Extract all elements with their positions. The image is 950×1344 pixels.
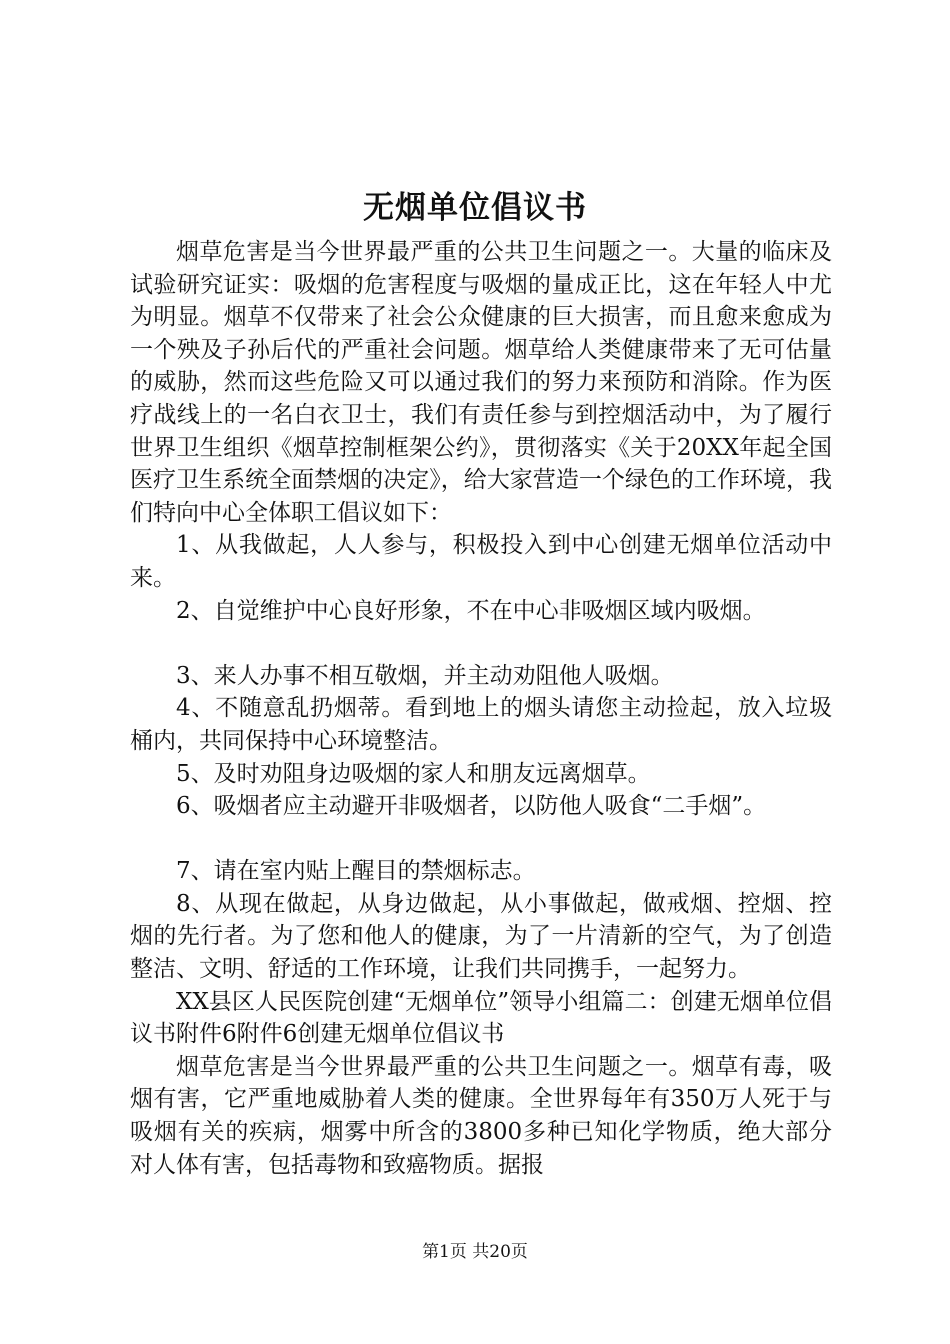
proposal-item-8: 8、从现在做起，从身边做起，从小事做起，做戒烟、控烟、控烟的先行者。为了您和他人的健康，为了一片清新的空气，为了创造整洁、文明、舒适的工作环境，让我们共同携手，一起努力。 [130,890,832,983]
signature-and-section-heading: XX县区人民医院创建“无烟单位”领导小组篇二：创建无烟单位倡议书附件6附件6创建无烟单位倡议书 [130,988,832,1048]
document-title: 无烟单位倡议书 [363,190,587,226]
proposal-item-2: 2、自觉维护中心良好形象，不在中心非吸烟区域内吸烟。 [176,597,766,624]
proposal-item-7: 7、请在室内贴上醒目的禁烟标志。 [176,858,536,885]
proposal-item-1: 1、从我做起，人人参与，积极投入到中心创建无烟单位活动中来。 [130,532,832,591]
proposal-item-3: 3、来人办事不相互敬烟，并主动劝阻他人吸烟。 [176,662,674,689]
document-body [130,236,832,1181]
page-number-footer: 第1页 共20页 [422,1242,528,1262]
proposal-item-6: 6、吸烟者应主动避开非吸烟者，以防他人吸食“二手烟”。 [176,793,767,820]
proposal-item-4: 4、不随意乱扔烟蒂。看到地上的烟头请您主动捡起，放入垃圾桶内，共同保持中心环境整洁。 [130,695,832,754]
second-document-paragraph: 烟草危害是当今世界最严重的公共卫生问题之一。烟草有毒，吸烟有害，它严重地威胁着人类的健康。全世界每年有350万人死于与吸烟有关的疾病，烟雾中所含的3800多种已知化学物质，绝大部分对人体有害，包括毒物和致癌物质。据报 [130,1053,832,1178]
proposal-item-5: 5、及时劝阻身边吸烟的家人和朋友远离烟草。 [176,760,651,787]
intro-paragraph: 烟草危害是当今世界最严重的公共卫生问题之一。大量的临床及试验研究证实：吸烟的危害程度与吸烟的量成正比，这在年轻人中尤为明显。烟草不仅带来了社会公众健康的巨大损害，而且愈来愈成为一个殃及子孙后代的严重社会问题。烟草给人类健康带来了无可估量的威胁，然而这些危险又可以通过我们的努力来预防和消除。作为医疗战线上的一名白衣卫士，我们有责任参与到控烟活动中，为了履行世界卫生组织《烟草控制框架公约》，贯彻落实《关于20XX年起全国医疗卫生系统全面禁烟的决定》，给大家营造一个绿色的工作环境，我们特向中心全体职工倡议如下： [130,239,832,526]
